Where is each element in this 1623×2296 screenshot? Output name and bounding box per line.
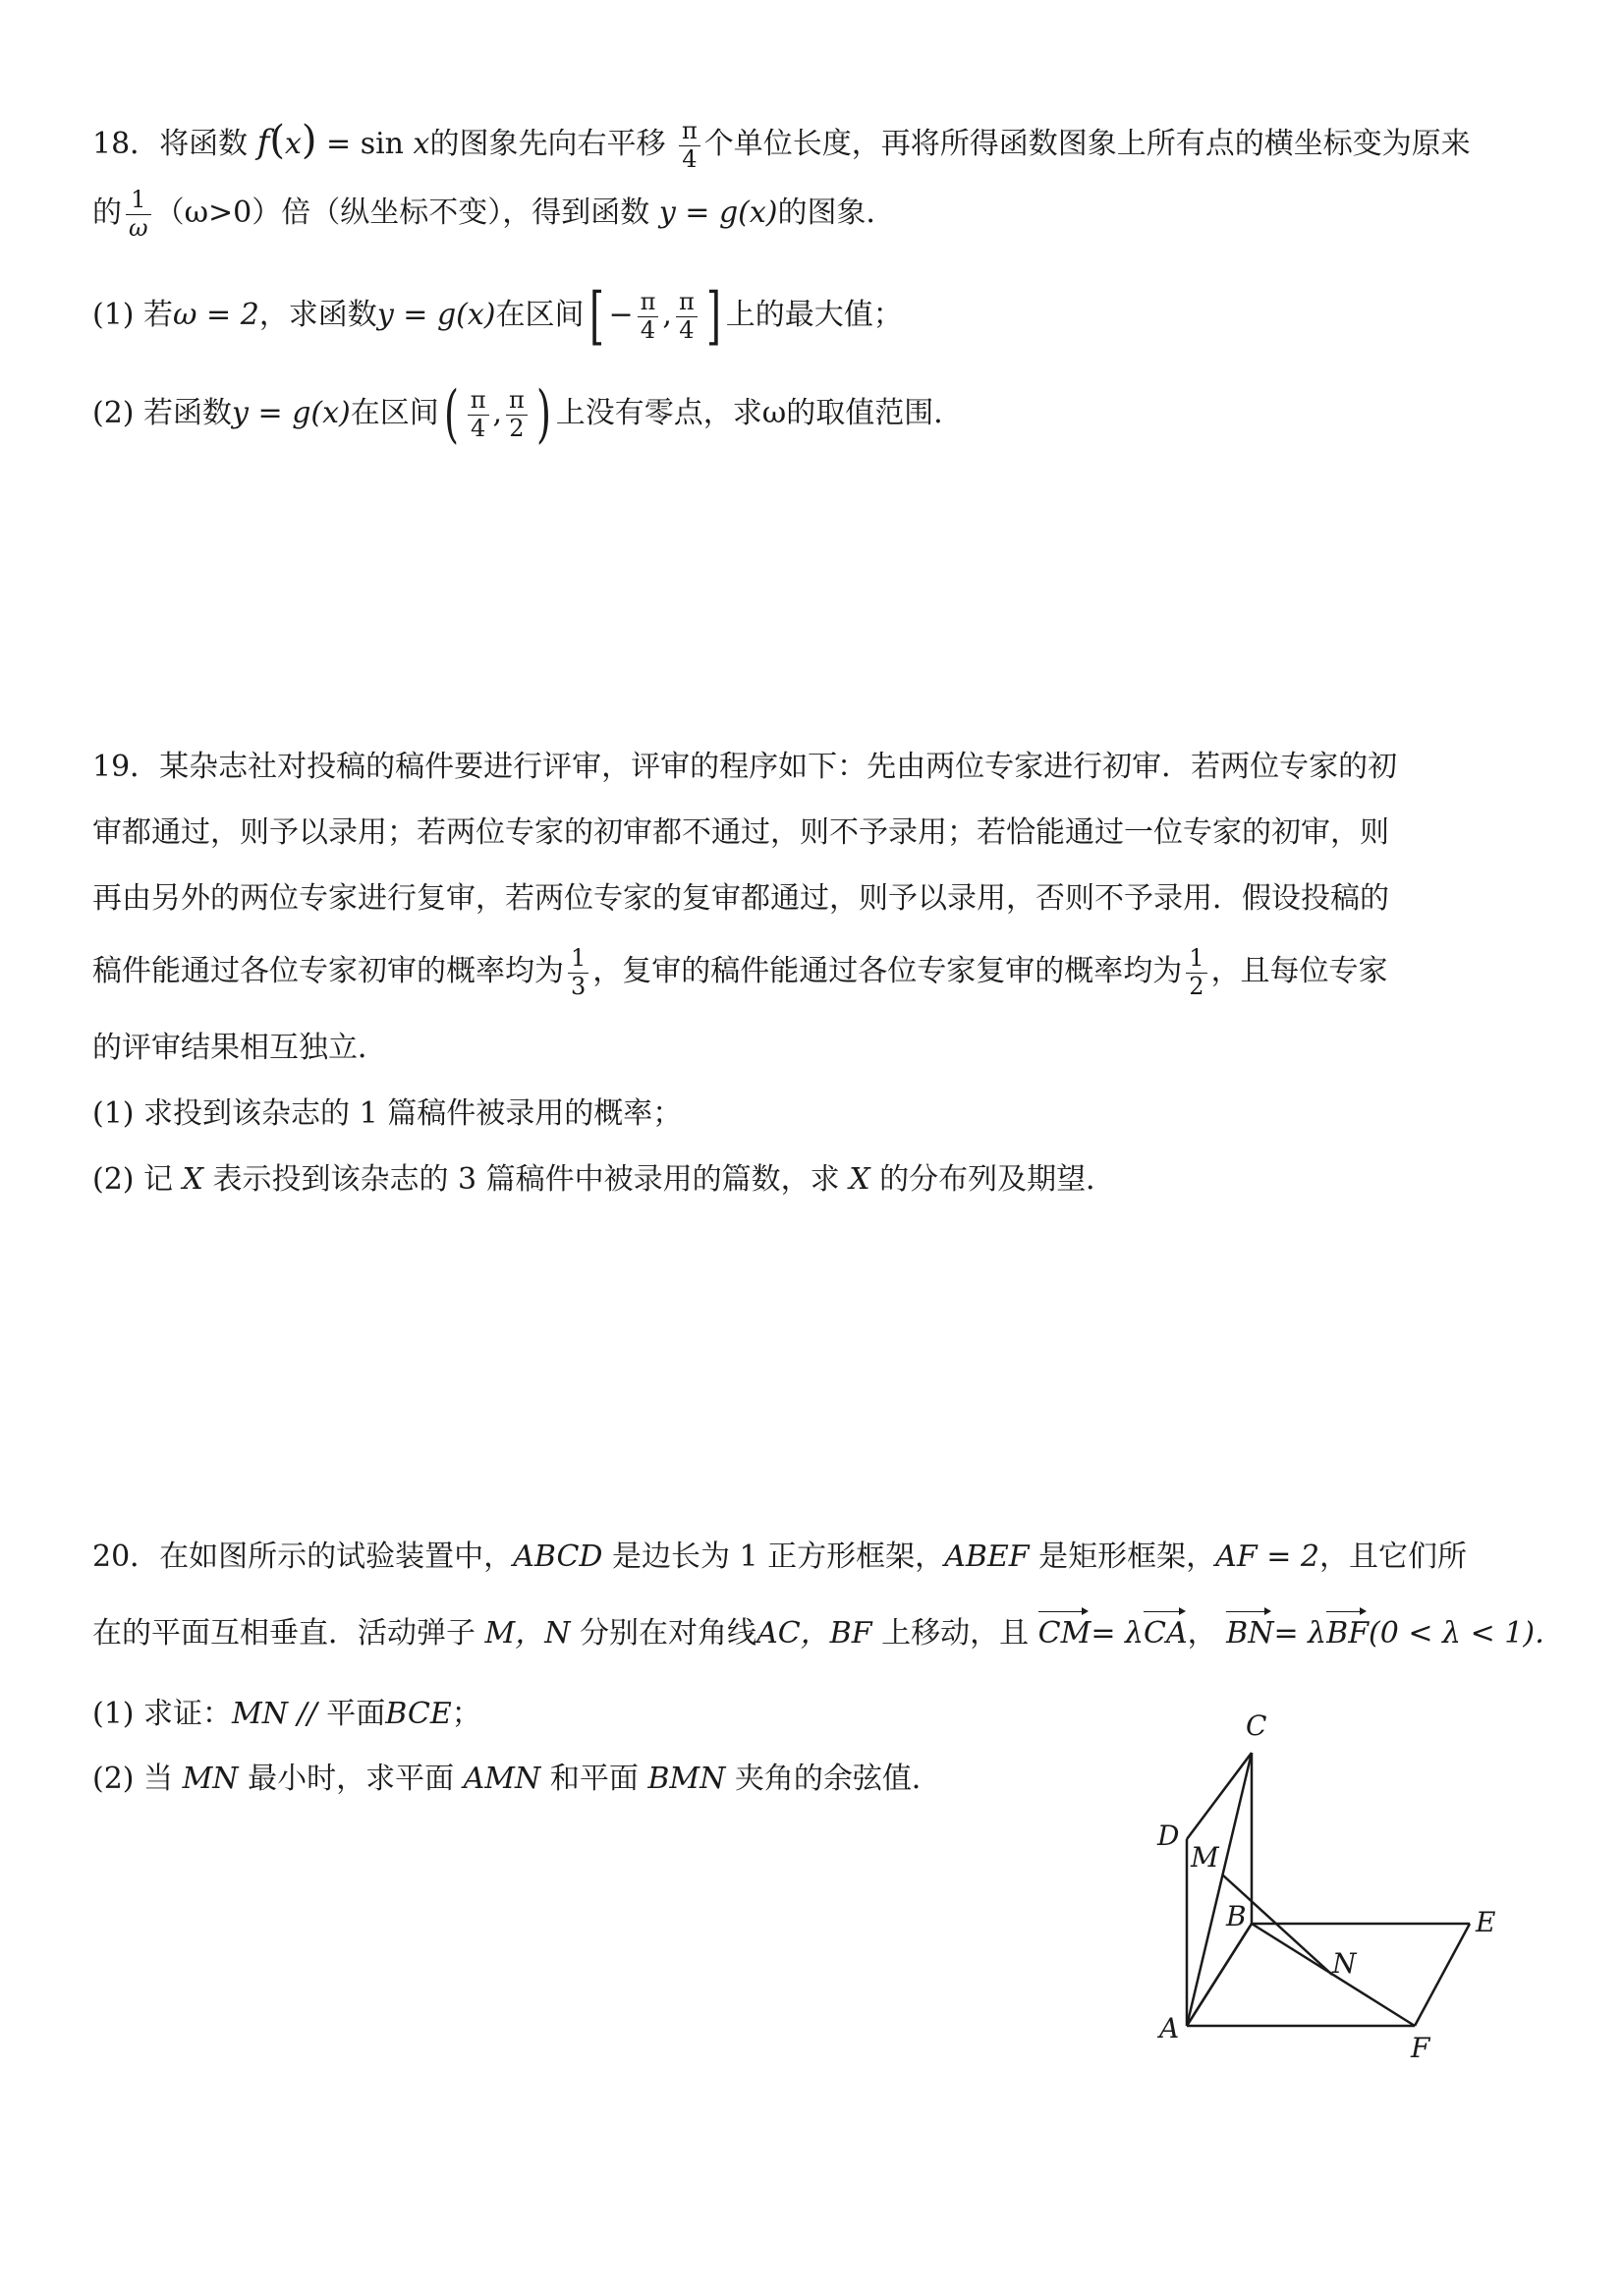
- math-ABEF: ABEF: [944, 1540, 1030, 1574]
- q20-text: ，且它们所: [1318, 1540, 1467, 1574]
- math-M-N: M，N: [484, 1616, 571, 1651]
- q20-text: 平面: [326, 1697, 386, 1731]
- math-eq-lambda: = λ: [1091, 1616, 1144, 1651]
- q19-line-4: [92, 945, 1388, 1000]
- q20-line-2: [92, 1615, 1564, 1652]
- vector-BF: BF: [1326, 1616, 1370, 1651]
- vector-BN: BN: [1226, 1616, 1274, 1651]
- math-y-eq-gx: y = g(x): [232, 396, 351, 430]
- fraction-pi-over-4: $\frac{\pi}{4}$: [679, 118, 700, 173]
- math-x: x: [413, 127, 430, 161]
- fraction-1-over-2: $\frac{1}{2}$: [1186, 945, 1206, 1000]
- q18-part-1: (1) 若ω = 2，求函数y = g(x)在区间[ − $\frac{\pi}{4}$ , $\frac{\pi}{4}$ ] 上的最大值；: [92, 280, 903, 353]
- fraction-1-over-3: $\frac{1}{3}$: [568, 945, 588, 1000]
- q20-text: 夹角的余弦值．: [734, 1762, 941, 1796]
- label-F: F: [1411, 2032, 1430, 2064]
- math-omega-eq-2: ω = 2: [173, 298, 259, 332]
- label-B: B: [1226, 1900, 1247, 1932]
- q19-line-5: 的评审结果相互独立．: [92, 1031, 387, 1065]
- math-X: X: [849, 1162, 870, 1197]
- math-BMN: BMN: [647, 1762, 726, 1796]
- q19-text: 的分布列及期望．: [879, 1162, 1116, 1197]
- math-AC-BF: AC，BF: [756, 1616, 872, 1651]
- q20-text: 是矩形框架，: [1038, 1540, 1216, 1574]
- label-N: N: [1332, 1947, 1357, 1980]
- label-A: A: [1159, 2012, 1180, 2044]
- fraction-pi-over-4: $\frac{\pi}{4}$: [638, 289, 659, 344]
- label-D: D: [1157, 1820, 1180, 1852]
- q19-text: 稿件能通过各位专家初审的概率均为: [92, 954, 564, 989]
- q19-text: ，复审的稿件能通过各位专家复审的概率均为: [592, 954, 1183, 989]
- q18-text: 在区间: [495, 298, 585, 332]
- math-AMN: AMN: [463, 1762, 541, 1796]
- q18-line-2: [92, 187, 896, 242]
- math-x: x: [284, 127, 302, 161]
- q18-text: 上没有零点，求ω的取值范围．: [555, 396, 964, 430]
- q18-number: 18．: [92, 127, 160, 161]
- q18-text: 若: [143, 298, 174, 332]
- fraction-pi-over-4: $\frac{\pi}{4}$: [676, 289, 698, 344]
- q20-text: ；: [451, 1697, 481, 1731]
- q19-text: 表示投到该杂志的 3 篇稿件中被录用的篇数，求: [212, 1162, 840, 1197]
- q19-line-1: 19．某杂志社对投稿的稿件要进行评审，评审的程序如下：先由两位专家进行初审．若两位专家的初: [92, 750, 1398, 784]
- q20-text: (2) 当: [92, 1762, 174, 1796]
- part-label: (1): [92, 298, 135, 332]
- label-M: M: [1191, 1841, 1219, 1874]
- math-f: f: [256, 123, 270, 162]
- math-ABCD: ABCD: [513, 1540, 603, 1574]
- q18-text: （ω>0）倍（纵坐标不变），得到函数: [154, 196, 650, 231]
- fraction-pi-over-4: $\frac{\pi}{4}$: [468, 387, 489, 442]
- q20-text: 在的平面互相垂直．活动弹子: [92, 1616, 476, 1651]
- left-bracket: [: [588, 280, 604, 353]
- q20-text: 最小时，求平面: [248, 1762, 455, 1796]
- vector-CA: CA: [1144, 1616, 1188, 1651]
- label-E: E: [1476, 1906, 1496, 1938]
- fraction-pi-over-2: $\frac{\pi}{2}$: [506, 387, 528, 442]
- q18-text: 的图象．: [777, 196, 896, 231]
- geometry-figure: [1130, 1700, 1542, 2073]
- math-lambda-range: (0 < λ < 1)．: [1369, 1616, 1565, 1651]
- q20-text: 是边长为 1 正方形框架，: [612, 1540, 945, 1574]
- q20-text: 分别在对角线: [580, 1616, 757, 1651]
- q19-text: ，且每位专家: [1210, 954, 1388, 989]
- q19-line-2: 审都通过，则予以录用；若两位专家的初审都不通过，则不予录用；若恰能通过一位专家的初审，则: [92, 815, 1389, 850]
- q18-text: 在区间: [350, 396, 439, 430]
- q19-part-1: (1) 求投到该杂志的 1 篇稿件被录用的概率；: [92, 1096, 683, 1131]
- edge-EF: [1415, 1924, 1470, 2026]
- q18-text: 的: [92, 196, 122, 231]
- separator: ，: [1187, 1616, 1217, 1651]
- math-BCE: BCE: [385, 1697, 452, 1731]
- q18-part-2: (2) 若函数y = g(x)在区间( $\frac{\pi}{4}$ , $\frac{\pi}{2}$ ) 上没有零点，求ω的取值范围．: [92, 378, 964, 451]
- q20-text: 上移动，且: [881, 1616, 1030, 1651]
- math-MN: MN: [182, 1762, 239, 1796]
- math-y-eq-gx: y = g(x): [658, 196, 778, 231]
- math-X: X: [182, 1162, 203, 1197]
- math-MN-parallel: MN //: [232, 1697, 327, 1731]
- math-y-eq-gx: y = g(x): [376, 298, 496, 332]
- q18-text: ，求函数: [258, 298, 377, 332]
- q19-line-3: 再由另外的两位专家进行复审，若两位专家的复审都通过，则予以录用，否则不予录用．假设投稿的: [92, 881, 1389, 916]
- q18-text: 若函数: [143, 396, 233, 430]
- q18-text: 的图象先向右平移: [429, 127, 666, 161]
- q18-text: 个单位长度，再将所得函数图象上所有点的横坐标变为原来: [703, 127, 1471, 161]
- math-AF-eq-2: AF = 2: [1215, 1540, 1319, 1574]
- right-bracket: ]: [705, 280, 721, 353]
- diagonal-AC: [1187, 1753, 1252, 2026]
- q18-text: 将函数: [159, 127, 249, 161]
- label-C: C: [1246, 1709, 1267, 1742]
- q20-part-2: [92, 1761, 941, 1798]
- q19-text: (2) 记: [92, 1162, 174, 1197]
- q20-text: 20．在如图所示的试验装置中，: [92, 1540, 514, 1574]
- q20-text: 和平面: [549, 1762, 639, 1796]
- q20-part-1: [92, 1696, 481, 1733]
- q18-text: 上的最大值；: [725, 298, 903, 332]
- math-eq-lambda: = λ: [1273, 1616, 1327, 1651]
- q18-line-1: 18．将函数 f(x) = sin x的图象先向右平移 $\frac{\pi}{4}$ 个单位长度，再将所得函数图象上所有点的横坐标变为原来: [92, 116, 1471, 173]
- left-paren: (: [443, 378, 459, 451]
- segment-AN: [1187, 1924, 1252, 2026]
- q19-part-2: [92, 1161, 1115, 1199]
- part-label: (2): [92, 396, 135, 430]
- right-paren: ): [535, 378, 551, 451]
- q20-text: (1) 求证：: [92, 1697, 233, 1731]
- vector-CM: CM: [1037, 1616, 1091, 1651]
- math-sin: = sin: [326, 127, 404, 161]
- fraction-1-over-omega: $\frac{1}{\omega}$: [126, 187, 151, 242]
- q20-line-1: [92, 1539, 1467, 1576]
